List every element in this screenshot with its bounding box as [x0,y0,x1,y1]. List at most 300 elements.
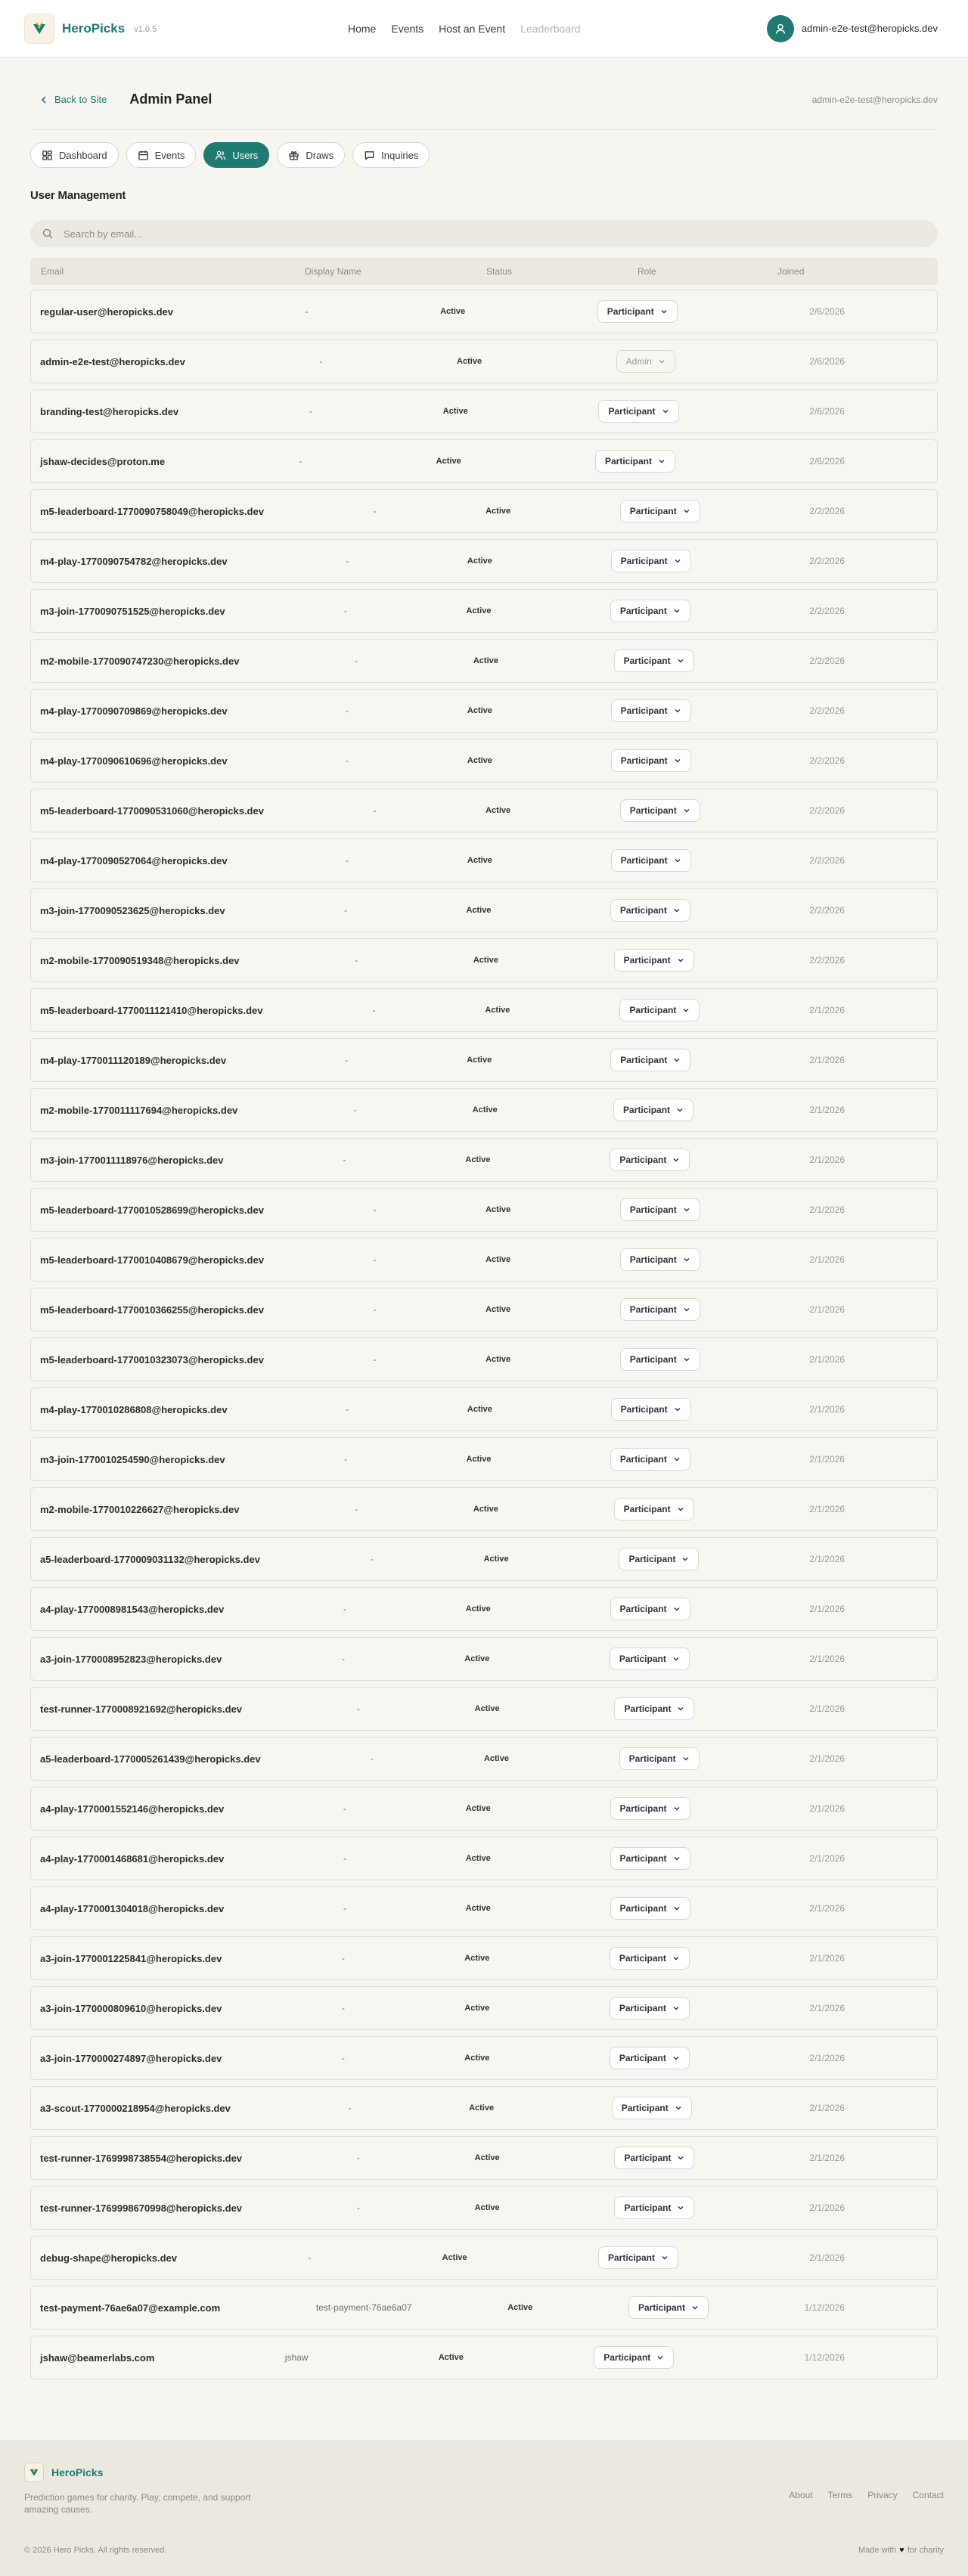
table-row [30,839,938,882]
role-cell [611,749,691,772]
role-cell [610,1797,690,1820]
chevron-down-icon [683,1256,690,1263]
display-name-cell: - [319,356,323,367]
role-select[interactable] [614,2147,694,2169]
status-badge: Active [457,357,482,366]
display-name-cell: - [346,705,349,716]
footer-brand[interactable] [24,2463,944,2482]
role-select[interactable] [612,2097,692,2119]
display-name-cell: - [373,506,377,516]
dashboard-icon [42,150,53,161]
role-select[interactable] [620,1248,700,1271]
joined-date-cell: 2/1/2026 [809,1404,845,1415]
user-email-cell: m4-play-1770010286808@heropicks.dev [40,1403,228,1415]
column-joined: Joined [777,266,805,277]
role-cell [614,1498,694,1520]
role-cell [620,799,700,822]
joined-date-cell: 2/6/2026 [809,456,845,467]
role-select[interactable] [610,1997,690,2020]
role-select-value: Participant [619,1953,666,1964]
nav-host-an-event[interactable]: Host an Event [439,23,506,35]
section-title: User Management [30,189,126,202]
joined-date-cell: 2/2/2026 [809,905,845,916]
chevron-down-icon [673,1905,681,1912]
role-select-value: Participant [619,2053,666,2063]
joined-date-cell: 2/1/2026 [809,1753,845,1764]
chevron-down-icon [656,2354,664,2361]
role-select-value: Participant [629,1005,677,1015]
role-cell [619,1548,699,1570]
message-icon [364,150,375,161]
role-select-value: Admin [625,356,652,367]
status-badge: Active [467,756,492,765]
role-select-value: Participant [620,855,668,866]
role-select[interactable] [611,550,691,572]
status-badge: Active [472,1105,498,1114]
role-cell [614,2196,694,2219]
joined-date-cell: 2/1/2026 [809,1055,845,1065]
status-badge: Active [442,2253,467,2262]
column-status: Status [486,266,513,277]
page-title: Admin Panel [129,91,213,107]
user-email-cell: a3-scout-1770000218954@heropicks.dev [40,2102,231,2114]
display-name-cell: - [343,1604,346,1614]
role-select[interactable] [595,450,675,473]
table-row [30,1537,938,1581]
user-menu[interactable] [767,15,938,42]
role-select-value: Participant [603,2352,651,2363]
site-footer [0,2440,968,2576]
joined-date-cell: 2/1/2026 [809,2202,845,2213]
role-cell [611,699,691,722]
role-select[interactable] [613,1099,693,1121]
heart-icon: ♥ [899,2546,904,2555]
table-row [30,1936,938,1980]
status-badge: Active [486,1305,511,1314]
nav-home[interactable]: Home [348,23,377,35]
role-cell [610,1897,690,1920]
role-select[interactable] [619,1548,699,1570]
joined-date-cell: 1/12/2026 [804,2302,845,2313]
table-row [30,1288,938,1331]
user-email-cell: test-runner-1769998738554@heropicks.dev [40,2152,243,2164]
role-select-value: Participant [619,2003,666,2013]
status-badge: Active [474,2153,500,2162]
role-select-value: Participant [624,2153,672,2163]
back-to-site-link[interactable] [39,94,107,105]
role-cell [620,500,700,522]
role-cell [616,350,675,373]
role-select[interactable] [610,2047,690,2069]
role-select-value: Participant [620,556,668,566]
chevron-down-icon [683,507,690,515]
footer-tagline: Prediction games for charity. Play, compete, and support amazing causes. [24,2492,251,2515]
display-name-cell: - [345,1055,349,1065]
display-name-cell: - [343,1155,346,1165]
chevron-down-icon [674,857,681,864]
user-avatar-icon[interactable] [767,15,794,42]
status-badge: Active [465,1804,491,1813]
joined-date-cell: 2/2/2026 [809,556,845,566]
table-row [30,339,938,383]
chevron-down-icon [661,2254,669,2261]
display-name-cell: - [373,1354,377,1365]
table-row [30,1837,938,1880]
role-select[interactable] [610,1847,690,1870]
role-select[interactable] [610,1897,690,1920]
table-row [30,389,938,433]
table-row [30,1637,938,1681]
user-email-cell: m5-leaderboard-1770090758049@heropicks.dev [40,505,264,517]
status-badge: Active [483,1754,509,1763]
table-row [30,489,938,533]
role-select[interactable] [620,1198,700,1221]
user-email-cell: m5-leaderboard-1770010408679@heropicks.dev [40,1254,264,1266]
role-cell [610,600,690,622]
role-cell [598,2246,678,2269]
footer-link-about[interactable]: About [789,2490,813,2500]
user-email-cell: m3-join-1770010254590@heropicks.dev [40,1453,225,1465]
table-row [30,589,938,633]
joined-date-cell: 2/1/2026 [809,1005,845,1015]
display-name-cell: - [309,406,312,417]
display-name-cell: - [373,1204,377,1215]
role-select[interactable] [614,1697,694,1720]
joined-date-cell: 2/1/2026 [809,1105,845,1115]
role-select-value: Participant [629,1354,677,1365]
status-badge: Active [440,307,466,316]
status-badge: Active [465,1904,491,1913]
display-name-cell: - [356,2153,360,2163]
role-select[interactable] [597,300,678,323]
tab-draws[interactable] [277,142,345,168]
role-select-value: Participant [604,456,652,467]
role-cell [611,1398,691,1421]
role-select-value: Participant [623,1504,671,1514]
joined-date-cell: 2/2/2026 [809,606,845,616]
role-select[interactable] [610,1598,690,1620]
role-cell [614,649,694,672]
user-email-cell: a3-join-1770001225841@heropicks.dev [40,1952,222,1964]
role-select-value: Participant [629,1204,677,1215]
role-select[interactable] [611,849,691,872]
role-select-value: Participant [619,1604,667,1614]
role-select[interactable] [610,1947,690,1970]
role-select[interactable] [619,1747,700,1770]
search-input[interactable] [64,228,926,240]
role-select-value: Participant [629,805,677,816]
display-name-cell: - [356,1703,360,1714]
chevron-down-icon [677,956,684,964]
role-select[interactable] [610,1049,690,1071]
table-row [30,1787,938,1830]
status-badge: Active [485,1006,510,1015]
role-select[interactable] [614,649,694,672]
joined-date-cell: 2/1/2026 [809,1853,845,1864]
role-select[interactable] [619,999,700,1021]
table-row [30,1437,938,1481]
user-email-cell: a3-join-1770000274897@heropicks.dev [40,2052,222,2064]
role-select[interactable] [610,1448,690,1471]
joined-date-cell: 2/1/2026 [809,1953,845,1964]
table-row [30,789,938,832]
status-badge: Active [466,906,492,915]
display-name-cell: - [344,1454,348,1465]
status-badge: Active [465,1604,491,1613]
joined-date-cell: 2/1/2026 [809,1204,845,1215]
tab-dashboard-label: Dashboard [59,149,107,161]
role-select[interactable] [610,600,690,622]
role-select-value: Participant [628,1753,676,1764]
chevron-down-icon [677,657,684,665]
status-badge: Active [438,2353,464,2362]
user-email-cell: m4-play-1770090709869@heropicks.dev [40,705,228,717]
chevron-down-icon [673,1056,681,1064]
top-navigation-bar [0,0,968,57]
status-badge: Active [467,706,492,715]
main-nav [348,0,581,57]
role-select-value: Participant [624,1703,672,1714]
role-select[interactable] [620,799,700,822]
role-select-value: Participant [619,1155,667,1165]
table-row [30,439,938,483]
role-select[interactable] [610,899,690,922]
role-select[interactable] [594,2346,674,2369]
role-select[interactable] [616,350,675,373]
footer-link-privacy[interactable]: Privacy [867,2490,898,2500]
back-to-site-label: Back to Site [54,94,107,105]
role-cell [612,2097,692,2119]
table-row [30,1188,938,1232]
tab-dashboard[interactable] [30,142,119,168]
chevron-down-icon [662,408,669,415]
footer-bottom [24,2546,944,2555]
joined-date-cell: 2/1/2026 [809,1304,845,1315]
display-name-cell: - [372,1005,376,1015]
role-select[interactable] [614,1498,694,1520]
footer-link-contact[interactable]: Contact [912,2490,944,2500]
role-cell [610,1847,690,1870]
role-select-value: Participant [620,705,668,716]
column-display-name: Display Name [305,266,361,277]
role-select[interactable] [598,2246,678,2269]
calendar-icon [138,150,149,161]
table-row [30,1088,938,1132]
role-select[interactable] [611,749,691,772]
table-row [30,988,938,1032]
user-email-cell: a4-play-1770008981543@heropicks.dev [40,1603,225,1615]
made-with-suffix: for charity [907,2546,944,2555]
display-name-cell: - [343,1903,346,1914]
joined-date-cell: 2/1/2026 [809,1254,845,1265]
heropicks-logo [24,14,54,44]
user-email-cell: m3-join-1770090751525@heropicks.dev [40,605,225,617]
chevron-down-icon [683,1356,690,1363]
user-email-cell: m3-join-1770090523625@heropicks.dev [40,904,225,916]
status-badge: Active [486,806,511,815]
joined-date-cell: 2/6/2026 [809,306,845,317]
joined-date-cell: 2/2/2026 [809,506,845,516]
status-badge: Active [474,1704,500,1713]
status-badge: Active [467,1405,492,1414]
role-cell [610,1598,690,1620]
display-name-cell: test-payment-76ae6a07 [315,2302,412,2313]
role-select-value: Participant [607,2252,655,2263]
table-row [30,888,938,932]
role-select-value: Participant [629,506,677,516]
role-cell [610,1947,690,1970]
table-row [30,2186,938,2230]
user-email-cell: a4-play-1770001304018@heropicks.dev [40,1902,225,1914]
chevron-down-icon [672,2004,680,2012]
role-select-value: Participant [629,1254,677,1265]
user-email-cell: m4-play-1770090527064@heropicks.dev [40,854,228,866]
table-row [30,1238,938,1282]
joined-date-cell: 1/12/2026 [804,2352,845,2363]
role-select-value: Participant [619,905,667,916]
role-select[interactable] [598,400,678,423]
table-row [30,938,938,982]
display-name-cell: - [373,805,377,816]
role-select-value: Participant [629,1304,677,1315]
status-badge: Active [464,2004,490,2013]
user-email-cell: m2-mobile-1770090519348@heropicks.dev [40,954,240,966]
chevron-down-icon [691,2304,699,2311]
user-email-cell: m2-mobile-1770011117694@heropicks.dev [40,1104,238,1116]
role-select[interactable] [614,949,694,972]
status-badge: Active [466,606,492,615]
tab-events[interactable] [126,142,197,168]
role-select[interactable] [628,2296,709,2319]
chevron-down-icon [660,308,668,315]
column-email: Email [41,266,64,277]
display-name-cell: - [373,1254,377,1265]
status-badge: Active [486,1255,511,1264]
role-select-value: Participant [608,406,656,417]
tab-inquiries[interactable] [352,142,430,168]
status-badge: Active [464,1954,490,1963]
user-email-cell: jshaw-decides@proton.me [40,455,166,467]
search-bar [30,220,938,247]
role-select[interactable] [610,1149,690,1171]
chevron-down-icon [683,1206,690,1214]
user-email-cell: test-runner-1769998670998@heropicks.dev [40,2202,243,2214]
chevron-down-icon [677,2154,684,2162]
user-email-cell: m4-play-1770090610696@heropicks.dev [40,755,228,767]
role-cell [610,899,690,922]
user-email-cell: m4-play-1770011120189@heropicks.dev [40,1054,227,1066]
role-select[interactable] [620,500,700,522]
display-name-cell: - [356,2202,360,2213]
table-row [30,739,938,783]
display-name-cell: - [341,1953,345,1964]
status-badge: Active [466,1455,492,1464]
role-cell [614,949,694,972]
user-email-cell: a5-leaderboard-1770009031132@heropicks.dev [40,1553,260,1565]
chevron-down-icon [674,1406,681,1413]
chevron-down-icon [673,907,681,914]
role-select-value: Participant [638,2302,685,2313]
role-cell [610,1448,690,1471]
footer-link-terms[interactable]: Terms [827,2490,853,2500]
status-badge: Active [486,1355,511,1364]
role-select[interactable] [620,1298,700,1321]
joined-date-cell: 2/1/2026 [809,1703,845,1714]
brand-name: HeroPicks [62,20,126,36]
role-select-value: Participant [623,1105,671,1115]
role-cell [610,1149,690,1171]
role-cell [595,450,675,473]
chevron-down-icon [681,1555,689,1563]
table-row [30,1387,938,1431]
user-email-cell: debug-shape@heropicks.dev [40,2252,177,2264]
user-email-cell: a4-play-1770001552146@heropicks.dev [40,1803,225,1815]
column-role: Role [638,266,656,277]
joined-date-cell: 2/1/2026 [809,1155,845,1165]
chevron-left-icon [39,95,48,104]
chevron-down-icon [673,1605,681,1613]
user-email-cell: admin-e2e-test@heropicks.dev [40,355,185,367]
joined-date-cell: 2/1/2026 [809,1903,845,1914]
status-badge: Active [467,1056,492,1065]
role-cell [620,1198,700,1221]
display-name-cell: - [305,306,309,317]
chevron-down-icon [672,2054,680,2062]
role-select[interactable] [611,699,691,722]
joined-date-cell: 2/6/2026 [809,406,845,417]
role-cell [619,999,700,1021]
chevron-down-icon [658,358,666,365]
status-badge: Active [483,1555,509,1564]
display-name-cell: - [343,1853,346,1864]
role-select[interactable] [610,1648,690,1670]
joined-date-cell: 2/1/2026 [809,1454,845,1465]
role-cell [614,1697,694,1720]
role-select[interactable] [611,1398,691,1421]
user-email-cell: test-payment-76ae6a07@example.com [40,2302,221,2314]
brand[interactable] [24,14,157,44]
nav-events[interactable]: Events [391,23,424,35]
user-email-cell: m5-leaderboard-1770010366255@heropicks.dev [40,1303,264,1316]
user-email-cell: regular-user@heropicks.dev [40,305,173,318]
nav-leaderboard[interactable]: Leaderboard [520,23,581,35]
tab-users[interactable] [203,142,269,168]
joined-date-cell: 2/1/2026 [809,1504,845,1514]
role-select[interactable] [614,2196,694,2219]
table-row [30,1338,938,1381]
table-row [30,1138,938,1182]
display-name-cell: - [355,1504,358,1514]
role-select-value: Participant [620,1055,668,1065]
user-email-cell: m2-mobile-1770090747230@heropicks.dev [40,655,240,667]
role-select[interactable] [610,1797,690,1820]
table-row [30,689,938,733]
joined-date-cell: 2/2/2026 [809,656,845,666]
display-name-cell: - [371,1753,374,1764]
status-badge: Active [473,956,498,965]
joined-date-cell: 2/2/2026 [809,755,845,766]
user-email-cell: a4-play-1770001468681@heropicks.dev [40,1852,225,1865]
role-select[interactable] [620,1348,700,1371]
display-name-cell: - [370,1554,374,1564]
display-name-cell: - [346,556,349,566]
display-name-cell: - [343,1803,346,1814]
chevron-down-icon [682,1755,690,1762]
table-row [30,1986,938,2030]
users-icon [215,150,226,161]
role-select-value: Participant [628,1554,676,1564]
chevron-down-icon [672,1954,680,1962]
